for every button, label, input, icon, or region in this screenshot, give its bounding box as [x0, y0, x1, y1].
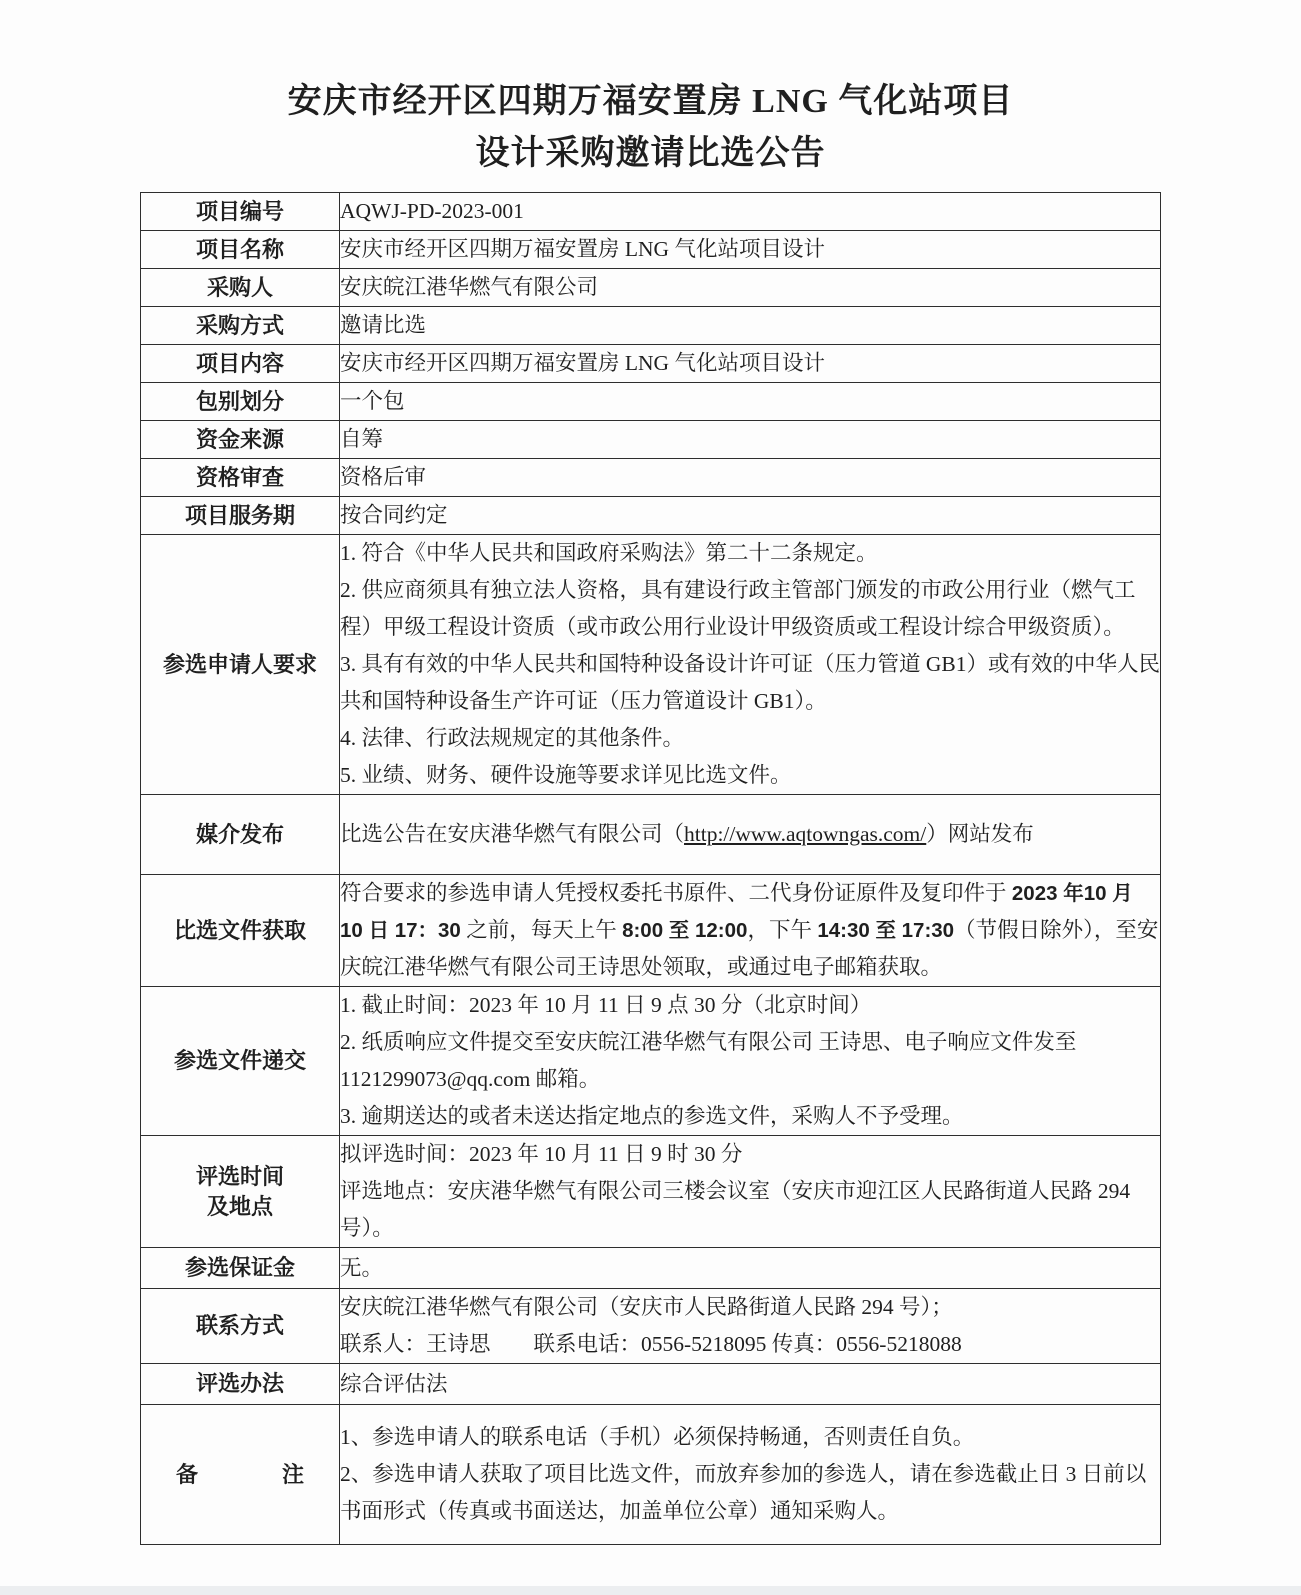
table-row-service-period	[141, 497, 1161, 535]
row-content-contact: 安庆皖江港华燃气有限公司（安庆市人民路街道人民路 294 号）； 联系人：王诗思 联系电话：0556-5218095 传真：0556-5218088	[340, 1289, 1161, 1364]
page-title	[0, 76, 1301, 180]
table-row-project-number	[141, 193, 1161, 231]
row-label-applicant-requirements: 参选申请人要求	[141, 535, 340, 795]
row-label-media: 媒介发布	[141, 795, 340, 875]
row-content-project-content: 安庆市经开区四期万福安置房 LNG 气化站项目设计	[340, 345, 1161, 383]
row-content-qualification-review: 资格后审	[340, 459, 1161, 497]
row-label-contact: 联系方式	[141, 1289, 340, 1364]
page-title-line2: 设计采购邀请比选公告	[475, 135, 826, 172]
table-row-document-obtain	[141, 875, 1161, 987]
page-title-line1: 安庆市经开区四期万福安置房 LNG 气化站项目	[287, 83, 1014, 120]
table-row-project-content	[141, 345, 1161, 383]
announcement-table	[140, 192, 1161, 1545]
table-row-purchaser	[141, 269, 1161, 307]
row-label-deposit: 参选保证金	[141, 1248, 340, 1289]
table-row-package-division	[141, 383, 1161, 421]
row-label-evaluation-time: 评选时间 及地点	[141, 1136, 340, 1248]
media-website-link[interactable]: http://www.aqtowngas.com/	[684, 822, 927, 846]
row-content-media: 比选公告在安庆港华燃气有限公司（http://www.aqtowngas.com/）网站发布	[340, 795, 1161, 875]
row-label-purchaser: 采购人	[141, 269, 340, 307]
table-row-project-name	[141, 231, 1161, 269]
table-row-media	[141, 795, 1161, 875]
row-label-document-obtain: 比选文件获取	[141, 875, 340, 987]
row-content-funding-source: 自筹	[340, 421, 1161, 459]
row-content-method: 综合评估法	[340, 1364, 1161, 1405]
row-label-remarks: 备 注	[141, 1405, 340, 1545]
table-row-deposit	[141, 1248, 1161, 1289]
table-row-evaluation-time	[141, 1136, 1161, 1248]
row-content-purchaser: 安庆皖江港华燃气有限公司	[340, 269, 1161, 307]
row-content-document-submit: 1. 截止时间：2023 年 10 月 11 日 9 点 30 分（北京时间） 2. 纸质响应文件提交至安庆皖江港华燃气有限公司 王诗思、电子响应文件发至 1121299073@qq.com 邮箱。 3. 逾期送达的或者未送达指定地点的参选文件，采购人不予受理。	[340, 987, 1161, 1136]
row-label-funding-source: 资金来源	[141, 421, 340, 459]
table-row-document-submit	[141, 987, 1161, 1136]
row-label-project-name: 项目名称	[141, 231, 340, 269]
table-row-contact	[141, 1289, 1161, 1364]
row-content-project-name: 安庆市经开区四期万福安置房 LNG 气化站项目设计	[340, 231, 1161, 269]
row-label-method: 评选办法	[141, 1364, 340, 1405]
table-row-applicant-requirements	[141, 535, 1161, 795]
row-content-procurement-method: 邀请比选	[340, 307, 1161, 345]
row-content-project-number: AQWJ-PD-2023-001	[340, 193, 1161, 231]
page-bottom-edge	[0, 1586, 1301, 1595]
row-label-document-submit: 参选文件递交	[141, 987, 340, 1136]
table-row-procurement-method	[141, 307, 1161, 345]
row-content-remarks: 1、参选申请人的联系电话（手机）必须保持畅通，否则责任自负。 2、参选申请人获取了项目比选文件，而放弃参加的参选人，请在参选截止日 3 日前以书面形式（传真或书面送达，加盖单位公章）通知采购人。	[340, 1405, 1161, 1545]
row-label-project-content: 项目内容	[141, 345, 340, 383]
row-content-document-obtain: 符合要求的参选申请人凭授权委托书原件、二代身份证原件及复印件于 2023 年10 月 10 日 17：30 之前，每天上午 8:00 至 12:00，下午 14:30 至 17:30（节假日除外），至安庆皖江港华燃气有限公司王诗思处领取，或通过电子邮箱获取。	[340, 875, 1161, 987]
table-body	[141, 193, 1161, 1545]
row-label-package-division: 包别划分	[141, 383, 340, 421]
row-label-project-number: 项目编号	[141, 193, 340, 231]
row-content-package-division: 一个包	[340, 383, 1161, 421]
row-content-service-period: 按合同约定	[340, 497, 1161, 535]
row-content-evaluation-time: 拟评选时间：2023 年 10 月 11 日 9 时 30 分 评选地点：安庆港华燃气有限公司三楼会议室（安庆市迎江区人民路街道人民路 294 号）。	[340, 1136, 1161, 1248]
row-label-service-period: 项目服务期	[141, 497, 340, 535]
table-row-funding-source	[141, 421, 1161, 459]
table-row-remarks	[141, 1405, 1161, 1545]
row-content-applicant-requirements: 1. 符合《中华人民共和国政府采购法》第二十二条规定。 2. 供应商须具有独立法人资格，具有建设行政主管部门颁发的市政公用行业（燃气工程）甲级工程设计资质（或市政公用行业设计甲级资质或工程设计综合甲级资质）。 3. 具有有效的中华人民共和国特种设备设计许可证（压力管道 GB1）或有效的中华人民共和国特种设备生产许可证（压力管道设计 GB1）。 4. 法律、行政法规规定的其他条件。 5. 业绩、财务、硬件设施等要求详见比选文件。	[340, 535, 1161, 795]
row-label-procurement-method: 采购方式	[141, 307, 340, 345]
row-label-qualification-review: 资格审查	[141, 459, 340, 497]
table-row-qualification-review	[141, 459, 1161, 497]
row-content-deposit: 无。	[340, 1248, 1161, 1289]
table-row-method	[141, 1364, 1161, 1405]
